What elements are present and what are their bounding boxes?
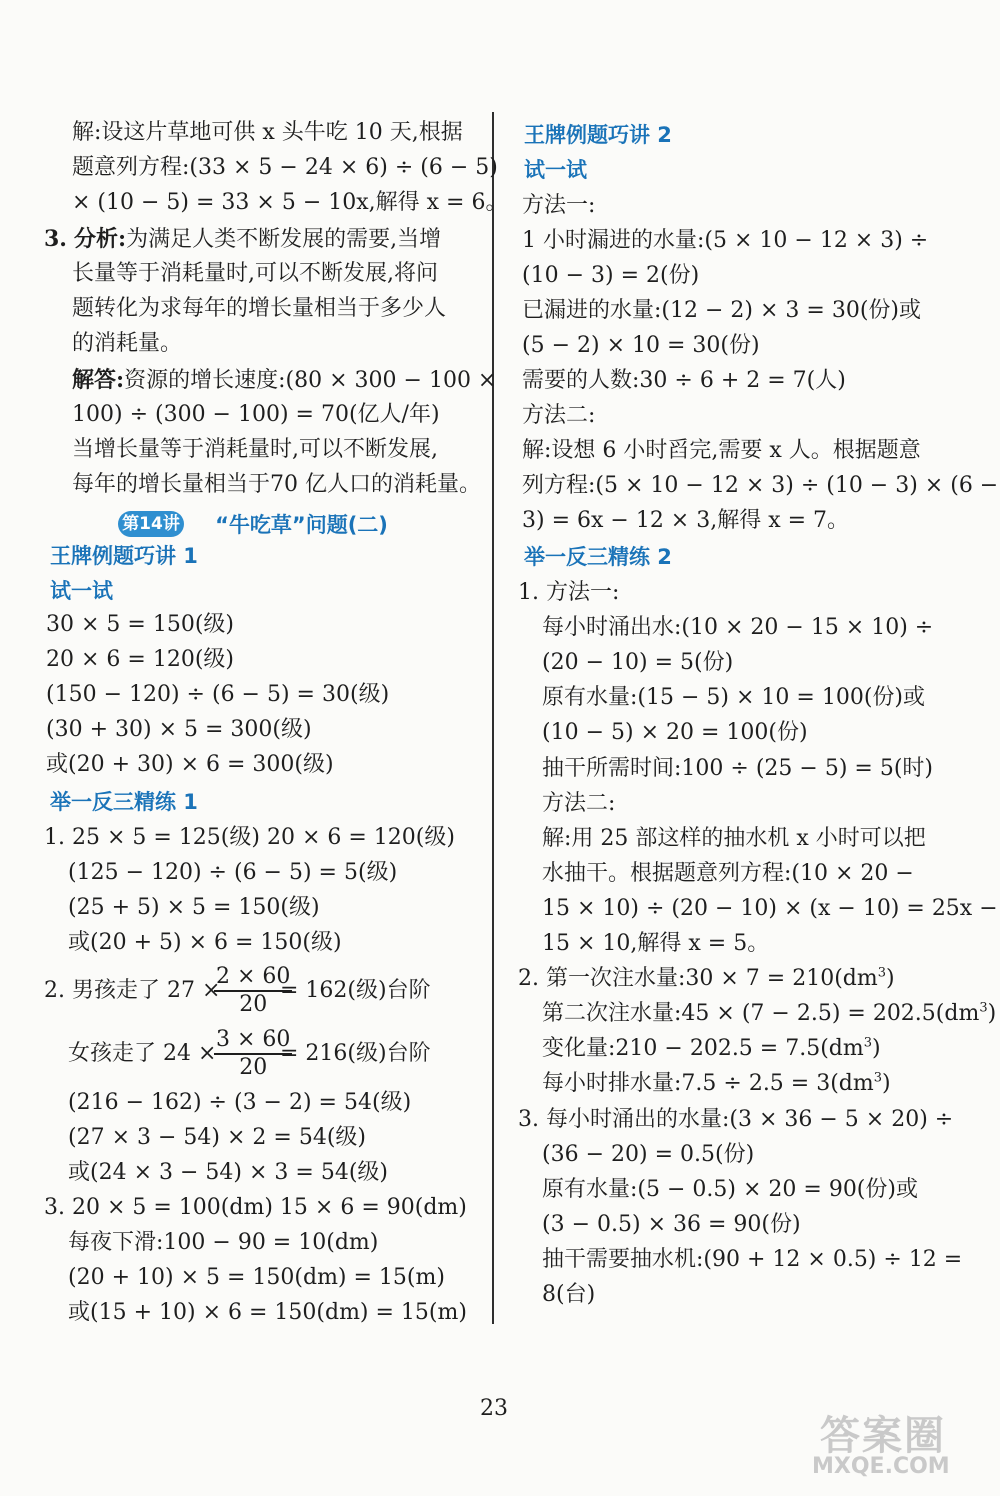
unit-line (518, 966, 895, 992)
text-line: 1 小时漏进的水量:(5 × 10 − 12 × 3) ÷ (522, 228, 929, 253)
lecture-title: “牛吃草”问题(二) (215, 513, 388, 537)
text-line: 抽干需要抽水机:(90 + 12 × 0.5) ÷ 12 = (542, 1247, 963, 1272)
answer-line (72, 367, 496, 394)
text-line: 每夜下滑:100 − 90 = 10(dm) (68, 1230, 379, 1255)
section-heading: 王牌例题巧讲 1 (50, 544, 198, 568)
fraction-line-suffix: = 162(级)台阶 (280, 978, 431, 1003)
text-line: (25 + 5) × 5 = 150(级) (68, 895, 320, 920)
text-line: (36 − 20) = 0.5(份) (542, 1142, 755, 1167)
text-line: (3 − 0.5) × 36 = 90(份) (542, 1212, 801, 1237)
text-line: (20 − 10) = 5(份) (542, 650, 734, 675)
section-subheading: 试一试 (524, 158, 587, 182)
fraction-numerator: 3 × 60 (214, 1027, 292, 1055)
problem-3-analysis (44, 226, 441, 253)
text-line: 已漏进的水量:(12 − 2) × 3 = 30(份)或 (522, 298, 921, 323)
text-line: 每年的增长量相当于70 亿人口的消耗量。 (72, 472, 481, 497)
text-line: 水抽干。根据题意列方程:(10 × 20 − (542, 861, 914, 886)
text-line: 长量等于消耗量时,可以不断发展,将问 (72, 261, 438, 286)
answer-label: 解答: (72, 367, 125, 393)
unit-exponent: 3 (877, 965, 887, 981)
text-line: 或(20 + 5) × 6 = 150(级) (68, 930, 342, 955)
unit-line (542, 1036, 881, 1062)
fraction-denominator: 20 (239, 1055, 268, 1080)
text-line: (150 − 120) ÷ (6 − 5) = 30(级) (46, 682, 390, 707)
text-line: 原有水量:(5 − 0.5) × 20 = 90(份)或 (542, 1177, 918, 1202)
text-line: 15 × 10,解得 x = 5。 (542, 931, 770, 956)
section-heading: 王牌例题巧讲 2 (524, 123, 672, 147)
text-line: (216 − 162) ÷ (3 − 2) = 54(级) (68, 1090, 412, 1115)
text-line: 15 × 10) ÷ (20 − 10) × (x − 10) = 25x − (542, 896, 998, 921)
fraction-numerator: 2 × 60 (214, 964, 292, 992)
text-line: 列方程:(5 × 10 − 12 × 3) ÷ (10 − 3) × (6 − (522, 473, 999, 498)
analysis-text: 为满足人类不断发展的需要,当增 (126, 227, 442, 252)
text-line: 题转化为求每年的增长量相当于多少人 (72, 296, 447, 321)
section-heading: 举一反三精练 1 (50, 790, 198, 814)
fraction-line-prefix: 女孩走了 24 × (68, 1041, 217, 1066)
text-line: (27 × 3 − 54) × 2 = 54(级) (68, 1125, 366, 1150)
section-heading: 举一反三精练 2 (524, 545, 672, 569)
unit-close: ) (872, 1036, 881, 1061)
text-line: 20 × 6 = 120(级) (46, 647, 234, 672)
unit-exponent: 3 (863, 1035, 873, 1051)
text-line: 解:设这片草地可供 x 头牛吃 10 天,根据 (72, 120, 463, 145)
text-line: × (10 − 5) = 33 × 5 − 10x,解得 x = 6。 (72, 190, 508, 215)
text-line: 方法二: (522, 403, 596, 428)
text-line: 1. 方法一: (518, 580, 620, 605)
text-line: 解:用 25 部这样的抽水机 x 小时可以把 (542, 826, 926, 851)
unit-line-text: 每小时排水量:7.5 ÷ 2.5 = 3(dm (542, 1071, 874, 1096)
page-number: 23 (480, 1396, 508, 1421)
text-line: 方法一: (522, 193, 596, 218)
text-line: (30 + 30) × 5 = 300(级) (46, 717, 312, 742)
unit-line-text: 第二次注水量:45 × (7 − 2.5) = 202.5(dm (542, 1001, 980, 1026)
text-line: 方法二: (542, 791, 616, 816)
unit-exponent: 3 (873, 1070, 883, 1086)
watermark-logo (800, 1404, 980, 1484)
unit-line-text: 变化量:210 − 202.5 = 7.5(dm (542, 1036, 864, 1061)
answer-text: 资源的增长速度:(80 × 300 − 100 × (124, 368, 497, 393)
text-line: (10 − 3) = 2(份) (522, 263, 700, 288)
unit-close: ) (886, 966, 895, 991)
unit-line-text: 2. 第一次注水量:30 × 7 = 210(dm (518, 966, 878, 991)
unit-close: ) (987, 1001, 997, 1026)
text-line: 题意列方程:(33 × 5 − 24 × 6) ÷ (6 − 5) (72, 155, 498, 180)
watermark-text: 答案圈 (820, 1413, 946, 1459)
text-line: 或(15 + 10) × 6 = 150(dm) = 15(m) (68, 1300, 467, 1325)
text-line: 8(台) (542, 1282, 596, 1307)
text-line: (125 − 120) ÷ (6 − 5) = 5(级) (68, 860, 398, 885)
text-line: 3. 20 × 5 = 100(dm) 15 × 6 = 90(dm) (44, 1195, 467, 1220)
text-line: (5 − 2) × 10 = 30(份) (522, 333, 760, 358)
unit-exponent: 3 (979, 1000, 988, 1016)
unit-close: ) (882, 1071, 891, 1096)
text-line: 的消耗量。 (72, 331, 183, 356)
text-line: 100) ÷ (300 − 100) = 70(亿人/年) (72, 402, 440, 427)
problem-number: 3. (44, 226, 67, 252)
section-subheading: 试一试 (50, 579, 113, 603)
text-line: 或(20 + 30) × 6 = 300(级) (46, 752, 334, 777)
text-line: 当增长量等于消耗量时,可以不断发展, (72, 437, 438, 462)
analysis-label: 分析: (73, 226, 127, 252)
unit-line (542, 1071, 891, 1097)
text-line: (20 + 10) × 5 = 150(dm) = 15(m) (68, 1265, 445, 1290)
text-line: (10 − 5) × 20 = 100(份) (542, 720, 808, 745)
text-line: 或(24 × 3 − 54) × 3 = 54(级) (68, 1160, 388, 1185)
lecture-heading (118, 509, 388, 537)
fraction-line-suffix: = 216(级)台阶 (280, 1041, 431, 1066)
text-line: 每小时涌出水:(10 × 20 − 15 × 10) ÷ (542, 615, 934, 640)
fraction-line-prefix: 2. 男孩走了 27 × (44, 978, 221, 1003)
text-line: 解:设想 6 小时舀完,需要 x 人。根据题意 (522, 438, 921, 463)
unit-line (542, 1001, 996, 1027)
text-line: 3) = 6x − 12 × 3,解得 x = 7。 (522, 508, 850, 533)
column-divider (492, 112, 494, 1324)
text-line: 抽干所需时间:100 ÷ (25 − 5) = 5(时) (542, 756, 933, 781)
fraction-denominator: 20 (239, 992, 268, 1017)
text-line: 3. 每小时涌出的水量:(3 × 36 − 5 × 20) ÷ (518, 1107, 954, 1132)
text-line: 1. 25 × 5 = 125(级) 20 × 6 = 120(级) (44, 825, 455, 850)
text-line: 原有水量:(15 − 5) × 10 = 100(份)或 (542, 685, 925, 710)
text-line: 需要的人数:30 ÷ 6 + 2 = 7(人) (522, 368, 846, 393)
text-line: 30 × 5 = 150(级) (46, 612, 234, 637)
watermark-url: MXQE.COM (812, 1454, 950, 1479)
lecture-badge: 第14讲 (118, 511, 184, 537)
